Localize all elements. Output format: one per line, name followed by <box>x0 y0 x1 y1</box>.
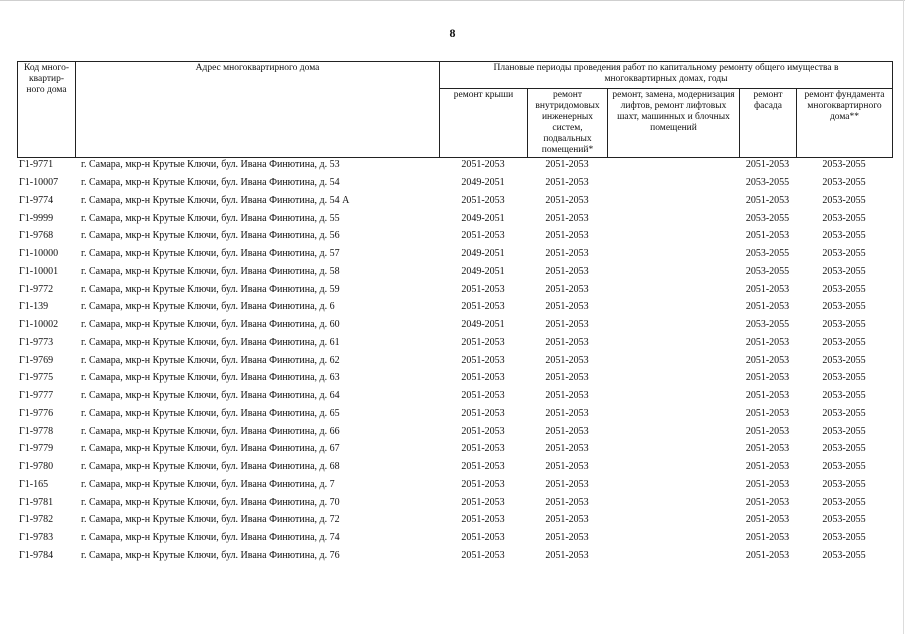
table-row <box>17 263 892 281</box>
cell-code: Г1-165 <box>19 478 49 490</box>
cell-code: Г1-9771 <box>19 159 54 171</box>
cell-address: г. Самара, мкр-н Крутые Ключи, бул. Ивана Финютина, д. 60 <box>81 319 340 331</box>
cell-internal: 2051-2053 <box>545 514 589 526</box>
cell-facade: 2051-2053 <box>745 407 790 419</box>
cell-internal: 2051-2053 <box>545 319 589 331</box>
table-row <box>17 334 892 352</box>
cell-facade: 2053-2055 <box>745 248 790 260</box>
cell-address: г. Самара, мкр-н Крутые Ключи, бул. Ивана Финютина, д. 56 <box>81 230 340 242</box>
cell-roof: 2051-2053 <box>461 443 505 455</box>
cell-internal: 2051-2053 <box>545 283 589 295</box>
cell-internal: 2051-2053 <box>545 443 589 455</box>
header-lifts: ремонт, замена, модернизация лифтов, ремонт лифтовых шахт, машинных и блочных помещений <box>608 89 740 158</box>
cell-roof: 2051-2053 <box>461 354 505 366</box>
cell-roof: 2049-2051 <box>461 177 505 189</box>
cell-address: г. Самара, мкр-н Крутые Ключи, бул. Ивана Финютина, д. 64 <box>81 390 340 402</box>
cell-foundation: 2053-2055 <box>822 372 866 384</box>
table-row <box>17 227 892 245</box>
cell-facade: 2051-2053 <box>745 159 790 171</box>
table-row <box>17 458 892 476</box>
cell-facade: 2051-2053 <box>745 336 790 348</box>
cell-code: Г1-10000 <box>19 248 59 260</box>
cell-roof: 2051-2053 <box>461 283 505 295</box>
cell-internal: 2051-2053 <box>545 549 589 561</box>
header-periods: Плановые периоды проведения работ по капитальному ремонту общего имущества в многоквартирных домах, годы <box>440 62 893 89</box>
table-row <box>17 156 892 174</box>
cell-lifts <box>607 209 739 227</box>
cell-roof: 2051-2053 <box>461 390 505 402</box>
cell-code: Г1-9784 <box>19 549 54 561</box>
cell-internal: 2051-2053 <box>545 407 589 419</box>
cell-roof: 2049-2051 <box>461 319 505 331</box>
cell-roof: 2051-2053 <box>461 461 505 473</box>
cell-internal: 2051-2053 <box>545 159 589 171</box>
cell-foundation: 2053-2055 <box>822 443 866 455</box>
cell-facade: 2053-2055 <box>745 212 790 224</box>
cell-lifts <box>607 511 739 529</box>
cell-foundation: 2053-2055 <box>822 177 866 189</box>
cell-code: Г1-9783 <box>19 532 54 544</box>
cell-address: г. Самара, мкр-н Крутые Ключи, бул. Ивана Финютина, д. 67 <box>81 443 340 455</box>
cell-roof: 2049-2051 <box>461 212 505 224</box>
table-row <box>17 547 892 565</box>
cell-code: Г1-9777 <box>19 390 54 402</box>
cell-address: г. Самара, мкр-н Крутые Ключи, бул. Ивана Финютина, д. 57 <box>81 248 340 260</box>
cell-internal: 2051-2053 <box>545 248 589 260</box>
cell-facade: 2051-2053 <box>745 390 790 402</box>
header-facade: ремонт фасада <box>740 89 797 158</box>
cell-code: Г1-9999 <box>19 212 54 224</box>
cell-code: Г1-10001 <box>19 265 59 277</box>
cell-lifts <box>607 280 739 298</box>
cell-code: Г1-9779 <box>19 443 54 455</box>
cell-foundation: 2053-2055 <box>822 159 866 171</box>
cell-internal: 2051-2053 <box>545 177 589 189</box>
cell-address: г. Самара, мкр-н Крутые Ключи, бул. Ивана Финютина, д. 74 <box>81 532 340 544</box>
cell-address: г. Самара, мкр-н Крутые Ключи, бул. Ивана Финютина, д. 7 <box>81 478 335 490</box>
cell-internal: 2051-2053 <box>545 354 589 366</box>
table-row <box>17 174 892 192</box>
header-roof: ремонт крыши <box>440 89 528 158</box>
cell-facade: 2051-2053 <box>745 372 790 384</box>
cell-lifts <box>607 316 739 334</box>
table-row <box>17 369 892 387</box>
cell-facade: 2051-2053 <box>745 532 790 544</box>
cell-lifts <box>607 387 739 405</box>
cell-roof: 2051-2053 <box>461 478 505 490</box>
cell-facade: 2051-2053 <box>745 549 790 561</box>
cell-address: г. Самара, мкр-н Крутые Ключи, бул. Ивана Финютина, д. 66 <box>81 425 340 437</box>
cell-foundation: 2053-2055 <box>822 248 866 260</box>
table-header <box>17 61 893 158</box>
cell-internal: 2051-2053 <box>545 532 589 544</box>
cell-foundation: 2053-2055 <box>822 478 866 490</box>
cell-internal: 2051-2053 <box>545 496 589 508</box>
cell-facade: 2053-2055 <box>745 265 790 277</box>
cell-facade: 2051-2053 <box>745 230 790 242</box>
cell-foundation: 2053-2055 <box>822 461 866 473</box>
cell-code: Г1-10007 <box>19 177 59 189</box>
cell-lifts <box>607 298 739 316</box>
cell-roof: 2051-2053 <box>461 301 505 313</box>
table-row <box>17 316 892 334</box>
cell-lifts <box>607 174 739 192</box>
table-row <box>17 511 892 529</box>
table-row <box>17 298 892 316</box>
cell-code: Г1-9773 <box>19 336 54 348</box>
table-row <box>17 209 892 227</box>
table-row <box>17 422 892 440</box>
cell-internal: 2051-2053 <box>545 390 589 402</box>
cell-address: г. Самара, мкр-н Крутые Ключи, бул. Ивана Финютина, д. 54 А <box>81 194 350 206</box>
cell-lifts <box>607 529 739 547</box>
table-row <box>17 529 892 547</box>
cell-facade: 2051-2053 <box>745 514 790 526</box>
cell-roof: 2051-2053 <box>461 407 505 419</box>
cell-address: г. Самара, мкр-н Крутые Ключи, бул. Ивана Финютина, д. 65 <box>81 407 340 419</box>
table-row <box>17 440 892 458</box>
cell-facade: 2051-2053 <box>745 425 790 437</box>
cell-facade: 2051-2053 <box>745 478 790 490</box>
cell-lifts <box>607 334 739 352</box>
cell-facade: 2051-2053 <box>745 301 790 313</box>
cell-address: г. Самара, мкр-н Крутые Ключи, бул. Ивана Финютина, д. 70 <box>81 496 340 508</box>
cell-roof: 2049-2051 <box>461 248 505 260</box>
cell-internal: 2051-2053 <box>545 265 589 277</box>
cell-internal: 2051-2053 <box>545 301 589 313</box>
table-body <box>17 156 892 564</box>
cell-code: Г1-9775 <box>19 372 54 384</box>
cell-address: г. Самара, мкр-н Крутые Ключи, бул. Ивана Финютина, д. 59 <box>81 283 340 295</box>
cell-foundation: 2053-2055 <box>822 390 866 402</box>
cell-address: г. Самара, мкр-н Крутые Ключи, бул. Ивана Финютина, д. 6 <box>81 301 335 313</box>
cell-internal: 2051-2053 <box>545 336 589 348</box>
cell-roof: 2051-2053 <box>461 532 505 544</box>
cell-internal: 2051-2053 <box>545 478 589 490</box>
header-internal: ремонт внутридомовых инженерных систем, подвальных помещений* <box>528 89 608 158</box>
cell-roof: 2051-2053 <box>461 496 505 508</box>
cell-foundation: 2053-2055 <box>822 354 866 366</box>
cell-foundation: 2053-2055 <box>822 549 866 561</box>
cell-address: г. Самара, мкр-н Крутые Ключи, бул. Ивана Финютина, д. 68 <box>81 461 340 473</box>
cell-facade: 2051-2053 <box>745 354 790 366</box>
cell-foundation: 2053-2055 <box>822 265 866 277</box>
cell-facade: 2051-2053 <box>745 461 790 473</box>
cell-facade: 2053-2055 <box>745 319 790 331</box>
cell-internal: 2051-2053 <box>545 372 589 384</box>
header-address: Адрес многоквартирного дома <box>76 62 440 158</box>
cell-code: Г1-9778 <box>19 425 54 437</box>
cell-code: Г1-10002 <box>19 319 59 331</box>
cell-code: Г1-9780 <box>19 461 54 473</box>
cell-lifts <box>607 493 739 511</box>
cell-lifts <box>607 422 739 440</box>
cell-lifts <box>607 547 739 565</box>
table-row <box>17 351 892 369</box>
cell-internal: 2051-2053 <box>545 230 589 242</box>
cell-internal: 2051-2053 <box>545 212 589 224</box>
cell-foundation: 2053-2055 <box>822 283 866 295</box>
cell-foundation: 2053-2055 <box>822 212 866 224</box>
cell-foundation: 2053-2055 <box>822 319 866 331</box>
cell-code: Г1-9768 <box>19 230 54 242</box>
cell-facade: 2051-2053 <box>745 194 790 206</box>
cell-code: Г1-9772 <box>19 283 54 295</box>
data-table <box>17 156 892 564</box>
cell-facade: 2051-2053 <box>745 283 790 295</box>
cell-roof: 2051-2053 <box>461 549 505 561</box>
cell-roof: 2049-2051 <box>461 265 505 277</box>
cell-lifts <box>607 351 739 369</box>
cell-foundation: 2053-2055 <box>822 301 866 313</box>
table-row <box>17 280 892 298</box>
cell-foundation: 2053-2055 <box>822 425 866 437</box>
cell-foundation: 2053-2055 <box>822 532 866 544</box>
cell-foundation: 2053-2055 <box>822 194 866 206</box>
cell-facade: 2051-2053 <box>745 443 790 455</box>
cell-foundation: 2053-2055 <box>822 514 866 526</box>
cell-lifts <box>607 227 739 245</box>
cell-lifts <box>607 476 739 494</box>
page-top-border <box>0 0 905 1</box>
cell-address: г. Самара, мкр-н Крутые Ключи, бул. Ивана Финютина, д. 55 <box>81 212 340 224</box>
cell-lifts <box>607 192 739 210</box>
table-row <box>17 245 892 263</box>
cell-lifts <box>607 263 739 281</box>
cell-roof: 2051-2053 <box>461 194 505 206</box>
cell-roof: 2051-2053 <box>461 336 505 348</box>
cell-roof: 2051-2053 <box>461 159 505 171</box>
cell-address: г. Самара, мкр-н Крутые Ключи, бул. Ивана Финютина, д. 58 <box>81 265 340 277</box>
cell-internal: 2051-2053 <box>545 461 589 473</box>
cell-code: Г1-139 <box>19 301 49 313</box>
table-row <box>17 476 892 494</box>
header-code: Код много-квартир-ного дома <box>18 62 76 158</box>
table-row <box>17 192 892 210</box>
cell-lifts <box>607 245 739 263</box>
cell-code: Г1-9782 <box>19 514 54 526</box>
header-foundation: ремонт фундамента многоквартирного дома** <box>797 89 893 158</box>
cell-internal: 2051-2053 <box>545 425 589 437</box>
cell-lifts <box>607 440 739 458</box>
cell-roof: 2051-2053 <box>461 372 505 384</box>
cell-code: Г1-9776 <box>19 407 54 419</box>
cell-roof: 2051-2053 <box>461 514 505 526</box>
cell-facade: 2053-2055 <box>745 177 790 189</box>
cell-address: г. Самара, мкр-н Крутые Ключи, бул. Ивана Финютина, д. 63 <box>81 372 340 384</box>
cell-address: г. Самара, мкр-н Крутые Ключи, бул. Ивана Финютина, д. 72 <box>81 514 340 526</box>
cell-internal: 2051-2053 <box>545 194 589 206</box>
table-row <box>17 493 892 511</box>
cell-address: г. Самара, мкр-н Крутые Ключи, бул. Ивана Финютина, д. 54 <box>81 177 340 189</box>
table-row <box>17 387 892 405</box>
cell-code: Г1-9769 <box>19 354 54 366</box>
cell-address: г. Самара, мкр-н Крутые Ключи, бул. Ивана Финютина, д. 76 <box>81 549 340 561</box>
cell-roof: 2051-2053 <box>461 425 505 437</box>
cell-foundation: 2053-2055 <box>822 496 866 508</box>
cell-address: г. Самара, мкр-н Крутые Ключи, бул. Ивана Финютина, д. 62 <box>81 354 340 366</box>
cell-code: Г1-9774 <box>19 194 54 206</box>
cell-foundation: 2053-2055 <box>822 230 866 242</box>
table-row <box>17 405 892 423</box>
cell-lifts <box>607 458 739 476</box>
cell-code: Г1-9781 <box>19 496 54 508</box>
cell-foundation: 2053-2055 <box>822 407 866 419</box>
page-right-border <box>903 0 904 634</box>
cell-lifts <box>607 156 739 174</box>
cell-lifts <box>607 369 739 387</box>
cell-roof: 2051-2053 <box>461 230 505 242</box>
cell-lifts <box>607 405 739 423</box>
cell-foundation: 2053-2055 <box>822 336 866 348</box>
cell-address: г. Самара, мкр-н Крутые Ключи, бул. Ивана Финютина, д. 53 <box>81 159 340 171</box>
cell-address: г. Самара, мкр-н Крутые Ключи, бул. Ивана Финютина, д. 61 <box>81 336 340 348</box>
cell-facade: 2051-2053 <box>745 496 790 508</box>
page-number: 8 <box>449 26 456 40</box>
